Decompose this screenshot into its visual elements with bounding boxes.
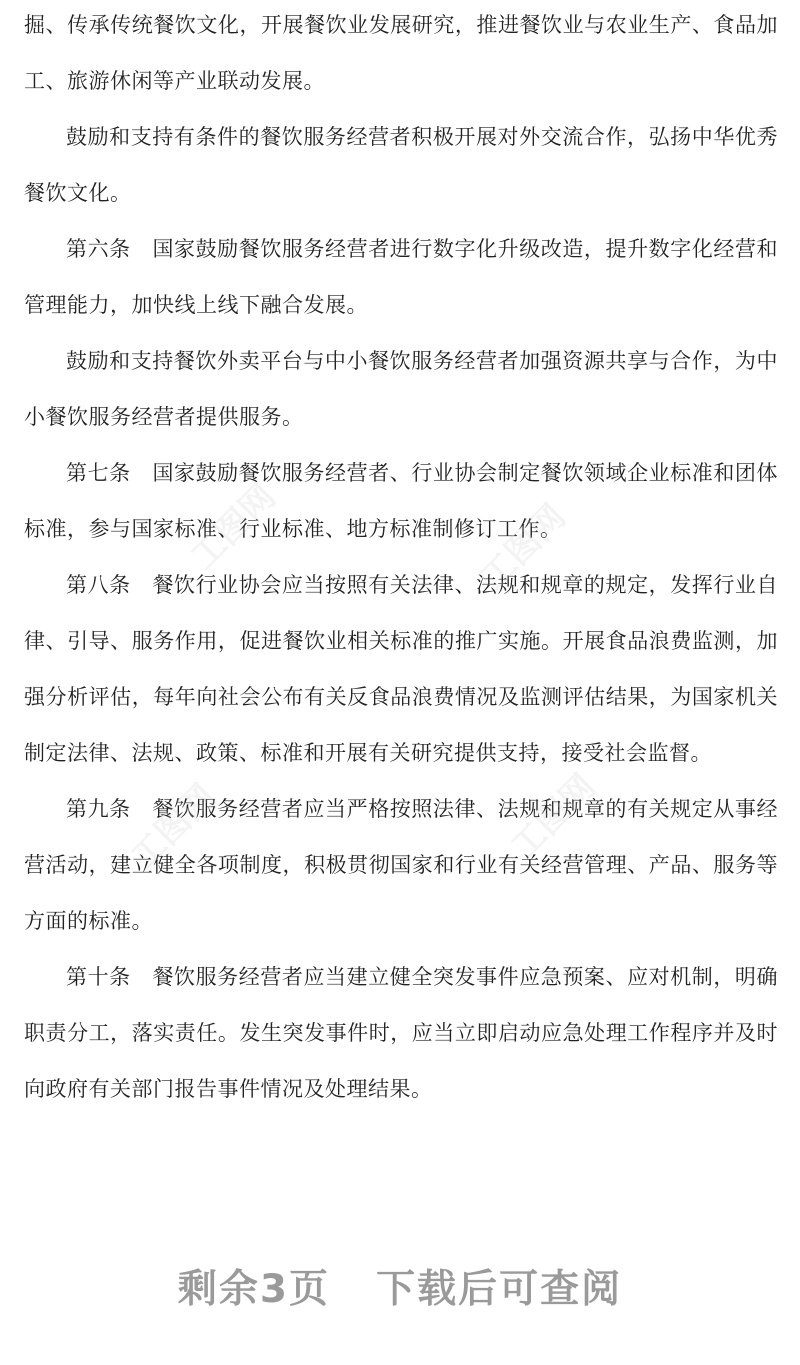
paragraph-text: 国家鼓励餐饮服务经营者进行数字化升级改造，提升数字化经营和管理能力，加快线上线下融合发展。: [24, 237, 778, 317]
paragraph-text: 鼓励和支持餐饮外卖平台与中小餐饮服务经营者加强资源共享与合作，为中小餐饮服务经营者提供服务。: [24, 349, 778, 429]
article-number: 第十条: [66, 965, 131, 989]
article-number: 第九条: [66, 797, 131, 821]
watermark: 工图网: [473, 496, 574, 598]
paragraph-text: 鼓励和支持有条件的餐饮服务经营者积极开展对外交流合作，弘扬中华优秀餐饮文化。: [24, 125, 778, 205]
paragraph-text: 餐饮行业协会应当按照有关法律、法规和规章的规定，发挥行业自律、引导、服务作用，促进餐饮业相关标准的推广实施。开展食品浪费监测，加强分析评估，每年向社会公布有关反食品浪费情况及监测评估结果，为国家机关制定法律、法规、政策、标准和开展有关研究提供支持，接受社会监督。: [24, 573, 778, 765]
article-number: 第七条: [66, 461, 131, 485]
paragraph-article-7: [24, 445, 778, 557]
watermark: 工图网: [503, 766, 604, 868]
download-to-view-label: 下载后可查阅: [376, 1267, 623, 1312]
watermark: 工图网: [183, 476, 284, 578]
watermark: 工图网: [123, 776, 224, 878]
remaining-pages-label: 剩余3页: [177, 1267, 331, 1312]
paragraph-article-10: [24, 949, 778, 1117]
article-number: 第八条: [66, 573, 131, 597]
paragraph-text: 掘、传承传统餐饮文化，开展餐饮业发展研究，推进餐饮业与农业生产、食品加工、旅游休闲等产业联动发展。: [24, 13, 778, 93]
paragraph-1: [24, 0, 778, 109]
paragraph-article-9: [24, 781, 778, 949]
paragraph-4: [24, 333, 778, 445]
paragraph-2: [24, 109, 778, 221]
article-number: 第六条: [66, 237, 131, 261]
paragraph-text: 国家鼓励餐饮服务经营者、行业协会制定餐饮领域企业标准和团体标准，参与国家标准、行业标准、地方标准制修订工作。: [24, 461, 778, 541]
download-prompt[interactable]: [0, 1258, 800, 1314]
paragraph-article-8: [24, 557, 778, 781]
paragraph-article-6: [24, 221, 778, 333]
paragraph-text: 餐饮服务经营者应当严格按照法律、法规和规章的有关规定从事经营活动，建立健全各项制度，积极贯彻国家和行业有关经营管理、产品、服务等方面的标准。: [24, 797, 778, 933]
document-body: [24, 0, 778, 1117]
paragraph-text: 餐饮服务经营者应当建立健全突发事件应急预案、应对机制，明确职责分工，落实责任。发生突发事件时，应当立即启动应急处理工作程序并及时向政府有关部门报告事件情况及处理结果。: [24, 965, 778, 1101]
